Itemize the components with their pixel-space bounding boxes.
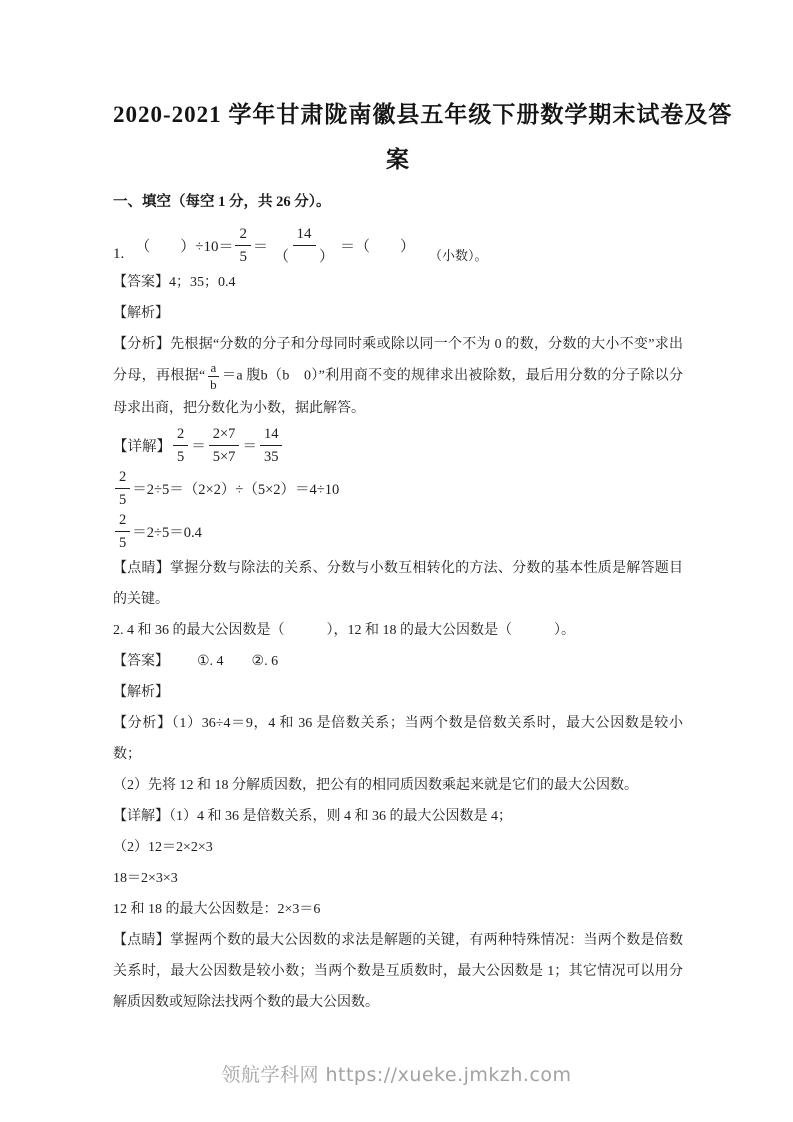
fraction-numerator: 2: [173, 424, 188, 446]
q1-xiangjie-line-1: [113, 424, 683, 467]
equals-sign: ＝: [191, 439, 206, 455]
q1-fenxi-paragraph: [113, 329, 683, 424]
equation-text: ＝2÷5＝0.4: [132, 525, 202, 541]
fenxi-text-before: 【分析】先根据“分数的分子和分母同时乘或除以同一个不为 0 的数，分数的大小不变”求出分母，再根据“: [113, 337, 683, 384]
watermark: 领航学科网 https://xueke.jmkzh.com: [221, 1064, 572, 1086]
fraction-denominator: 35: [263, 449, 279, 465]
question-1-stem: [113, 224, 683, 267]
xiangjie-label: 【详解】: [113, 439, 171, 455]
fraction-two-fifths: [115, 510, 130, 553]
q2-xiangjie-paragraph-3: 18＝2×3×3: [113, 871, 178, 886]
page-title: [113, 92, 733, 182]
fraction-numerator: a: [208, 360, 220, 377]
q1-dianjing-paragraph: 【点睛】掌握分数与除法的关系、分数与小数互相转化的方法、分数的基本性质是解答题目的关键。: [113, 561, 683, 607]
q2-xiangjie-paragraph-1: 【详解】（1）4 和 36 是倍数关系，则 4 和 36 的最大公因数是 4；: [113, 809, 512, 824]
q2-jiexi-label: 【解析】: [113, 685, 169, 700]
q2-xiangjie-paragraph-4: 12 和 18 的最大公因数是：2×3＝6: [113, 902, 321, 917]
equation-text: ＝2÷5＝（2×2）÷（5×2）＝4÷10: [132, 482, 340, 498]
fraction-numerator: 2: [115, 467, 130, 489]
fraction-denominator: 5: [119, 535, 127, 551]
fraction-numerator: 2: [115, 510, 130, 532]
fraction-numerator: 2: [235, 224, 251, 246]
q2-dianjing-paragraph: 【点睛】掌握两个数的最大公因数的求法是解题的关键，有两种特殊情况：当两个数是倍数关系时，最大公因数是较小数；当两个数是互质数时，最大公因数是 1；其它情况可以用分解质因数或短除法找两个数的最大公因数。: [113, 933, 683, 1010]
answer-label: 【答案】: [113, 654, 169, 669]
fraction-two-fifths: [115, 467, 130, 510]
q1-xiangjie-line-2: [113, 467, 683, 510]
fraction-expanded: [209, 424, 240, 467]
q1-jiexi-label: 【解析】: [113, 306, 169, 321]
q1-xiangjie-line-3: [113, 510, 683, 553]
equals-sign: ＝: [252, 239, 268, 255]
fraction-two-fifths: [235, 224, 251, 267]
page-title-line-2: 案: [386, 147, 410, 172]
fraction-numerator: 2×7: [209, 424, 240, 446]
fraction-numerator: 14: [260, 424, 283, 446]
answer-text: ①. 4 ②. 6: [197, 654, 279, 669]
question-2-stem: 2. 4 和 36 的最大公因数是（ ），12 和 18 的最大公因数是（ ）。: [113, 623, 575, 638]
q2-fenxi-paragraph-2: （2）先将 12 和 18 分解质因数，把公有的相同质因数乘起来就是它们的最大公因数。: [113, 778, 638, 793]
fraction-denominator: 5: [239, 249, 247, 265]
equals-sign: ＝: [242, 439, 257, 455]
fraction-denominator: b: [210, 377, 217, 392]
document-content: [113, 0, 733, 1018]
blank-divide-ten: （ ）÷10＝: [135, 239, 234, 255]
decimal-note: （小数）。: [429, 248, 488, 263]
fraction-denominator: （ ）: [274, 249, 335, 265]
q2-answer-line: [113, 646, 683, 677]
fraction-denominator: 5×7: [212, 449, 236, 465]
q2-fenxi-paragraph-1: 【分析】（1）36÷4＝9，4 和 36 是倍数关系；当两个数是倍数关系时，最大公因数是较小数；: [113, 716, 683, 762]
question-1-number: 1.: [113, 246, 125, 262]
page-title-line-1: 2020-2021 学年甘肃陇南徽县五年级下册数学期末试卷及答: [113, 102, 733, 127]
equals-blank: ＝（ ）: [340, 239, 416, 255]
fraction-denominator: 5: [177, 449, 185, 465]
answer-label: 【答案】: [113, 275, 169, 290]
fraction-a-over-b: [207, 360, 220, 393]
question-1-equation: [135, 224, 415, 267]
answer-text: 4；35；0.4: [169, 275, 236, 290]
q2-xiangjie-paragraph-2: （2）12＝2×2×3: [113, 840, 213, 855]
q1-answer-line: [113, 267, 683, 298]
fraction-two-fifths: [173, 424, 188, 467]
fenxi-text-after: ＝a 腹b（b 0）”利用商不变的规律求出被除数，最后用分数的分子除以分母求出商，把分数化为小数，据此解答。: [113, 368, 683, 416]
fraction-fourteen-thirtyfifths: [260, 424, 283, 467]
section-heading: 一、填空（每空 1 分，共 26 分）。: [113, 194, 331, 210]
fraction-numerator: 14: [293, 224, 316, 246]
fraction-denominator: 5: [119, 492, 127, 508]
fraction-fourteen-blank: [270, 224, 338, 267]
